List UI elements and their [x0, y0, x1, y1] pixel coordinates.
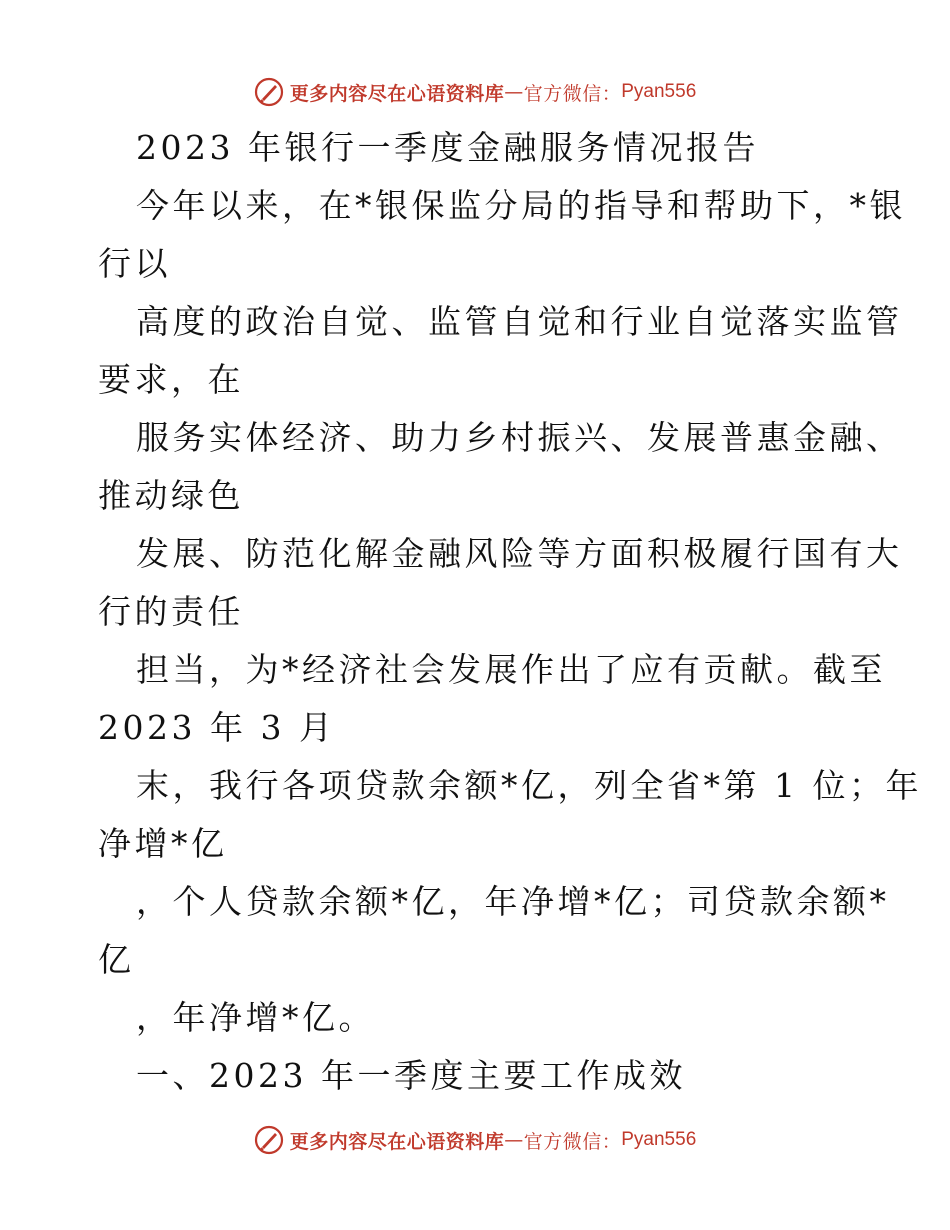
paragraph-line: 推动绿色	[98, 476, 244, 515]
paragraph-line: 行的责任	[98, 592, 244, 631]
paragraph-line: 要求，在	[98, 360, 244, 399]
banner-dash: —	[504, 81, 524, 103]
paragraph-line: 行以	[98, 244, 171, 283]
paragraph-line: 服务实体经济、助力乡村振兴、发展普惠金融、	[136, 418, 903, 457]
banner-trail-text: 官方微信：	[523, 1130, 622, 1153]
quill-logo-icon	[254, 77, 284, 107]
banner-lead-text: 更多内容尽在心语资料库	[289, 82, 505, 105]
paragraph-line: ，年净增*亿。	[136, 998, 375, 1037]
watermark-banner-top	[0, 72, 950, 112]
banner-trail-text: 官方微信：	[523, 82, 622, 105]
paragraph-line: 亿	[98, 940, 135, 979]
document-title: 2023 年银行一季度金融服务情况报告	[136, 128, 759, 167]
paragraph-line: 发展、防范化解金融风险等方面积极履行国有大	[136, 534, 903, 573]
paragraph-line: 净增*亿	[98, 824, 228, 863]
paragraph-line: 今年以来，在*银保监分局的指导和帮助下，*银	[136, 186, 906, 225]
section-heading: 一、2023 年一季度主要工作成效	[136, 1056, 686, 1095]
banner-dash: —	[504, 1129, 524, 1151]
quill-logo-icon	[254, 1125, 284, 1155]
paragraph-line: 末，我行各项贷款余额*亿，列全省*第 1 位；年	[136, 766, 922, 805]
paragraph-line: 担当，为*经济社会发展作出了应有贡献。截至	[136, 650, 886, 689]
watermark-banner-bottom	[0, 1120, 950, 1160]
paragraph-line: 高度的政治自觉、监管自觉和行业自觉落实监管	[136, 302, 903, 341]
paragraph-line: ，个人贷款余额*亿，年净增*亿；司贷款余额*	[136, 882, 890, 921]
banner-wechat-handle: Pyan556	[621, 81, 697, 102]
banner-wechat-handle: Pyan556	[621, 1129, 697, 1150]
banner-lead-text: 更多内容尽在心语资料库	[289, 1130, 505, 1153]
paragraph-line: 2023 年 3 月	[98, 708, 336, 747]
